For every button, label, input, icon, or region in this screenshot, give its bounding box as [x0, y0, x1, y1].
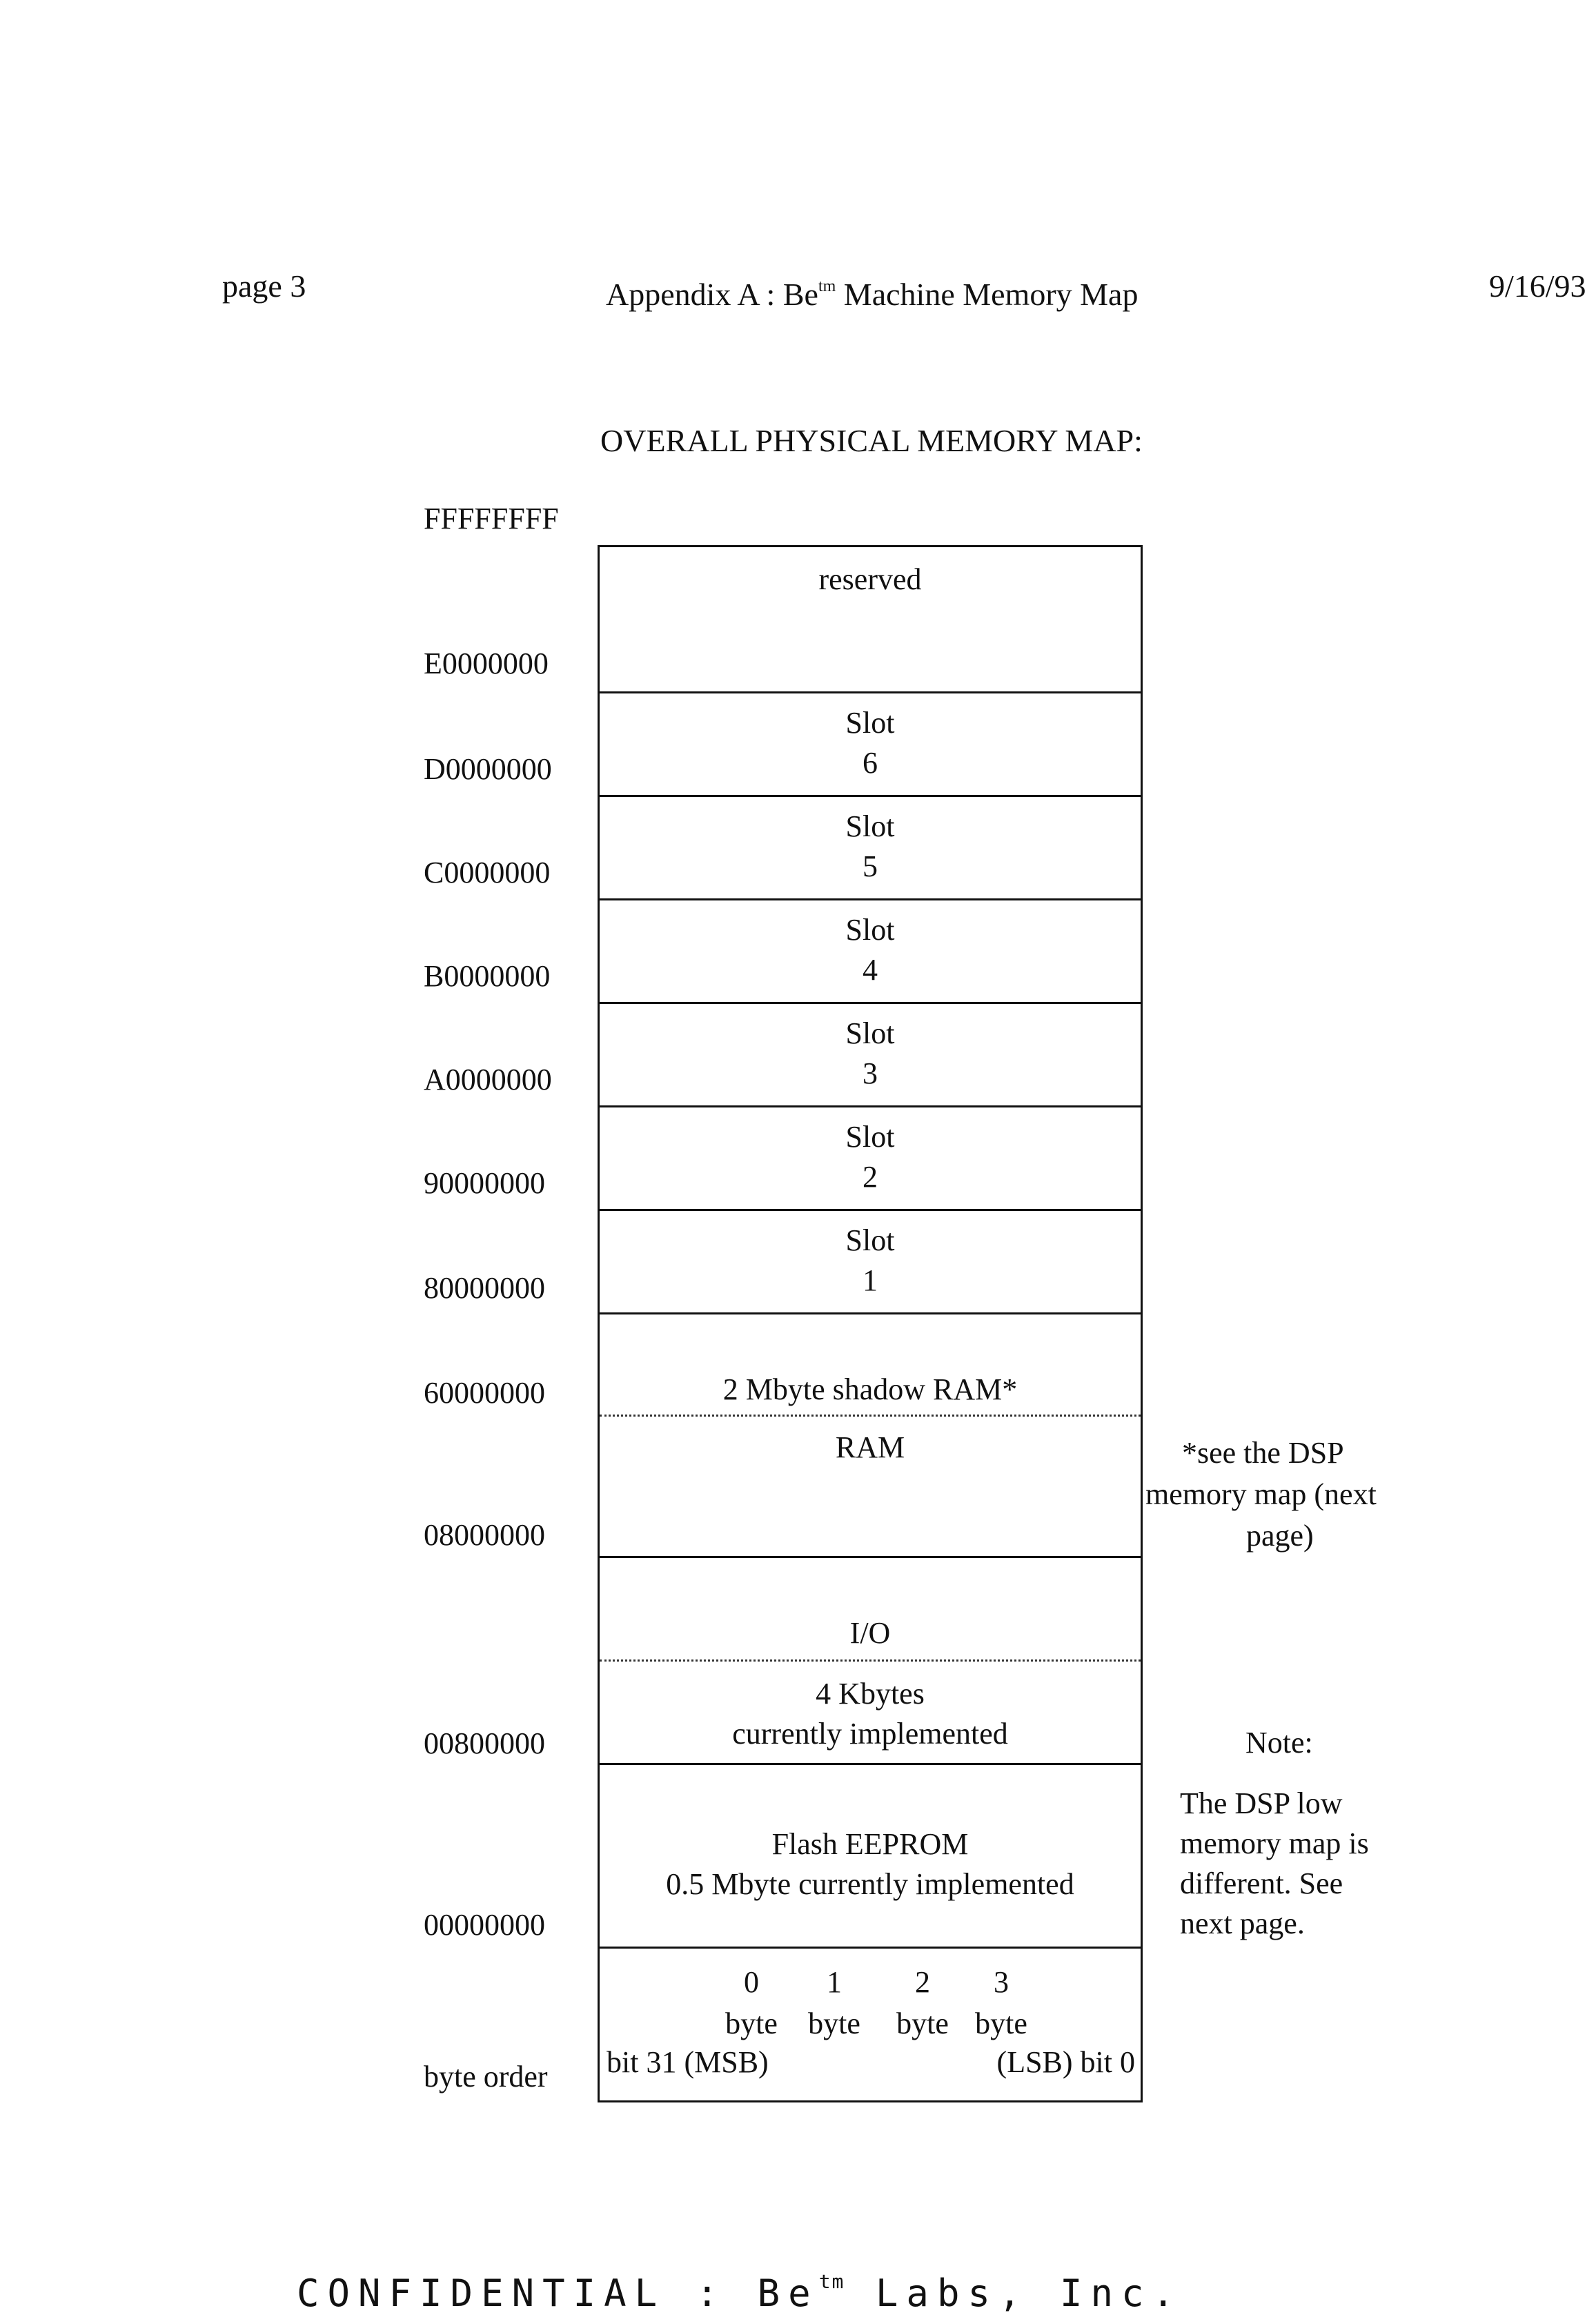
memory-map	[598, 545, 1143, 2102]
region-slot-6-label: Slot	[845, 706, 895, 740]
region-flash-size: 0.5 Mbyte currently implemented	[666, 1867, 1074, 1901]
address-60000000: 60000000	[424, 1376, 545, 1410]
region-slot-2-number: 2	[863, 1160, 878, 1194]
confidential-footer	[297, 2270, 1183, 2315]
region-io-implemented	[600, 1659, 1141, 1764]
region-ram-label: RAM	[835, 1430, 905, 1464]
region-ram	[600, 1415, 1141, 1557]
region-reserved-label: reserved	[818, 562, 922, 596]
region-slot-3	[600, 1002, 1141, 1106]
note-heading: Note:	[1245, 1726, 1313, 1760]
page-number: page 3	[222, 268, 306, 304]
region-slot-3-number: 3	[863, 1056, 878, 1090]
byte-number-3: 3	[994, 1965, 1009, 1999]
address-00000000: 00000000	[424, 1908, 545, 1942]
address-80000000: 80000000	[424, 1271, 545, 1305]
region-slot-4-label: Slot	[845, 913, 895, 947]
region-io-size: 4 Kbytes	[816, 1677, 925, 1711]
region-slot-1	[600, 1209, 1141, 1313]
region-slot-6-number: 6	[863, 746, 878, 780]
address-00800000: 00800000	[424, 1726, 545, 1760]
byte-order-grid	[600, 1949, 1141, 2102]
region-slot-5-number: 5	[863, 849, 878, 883]
region-slot-4-number: 4	[863, 953, 878, 987]
region-flash-eeprom	[600, 1763, 1141, 1948]
byte-label-2: byte	[896, 2007, 949, 2040]
region-flash-label: Flash EEPROM	[771, 1827, 969, 1861]
byte-lsb-label: (LSB) bit 0	[996, 2045, 1135, 2079]
region-slot-4	[600, 898, 1141, 1003]
byte-label-1: byte	[808, 2007, 860, 2040]
header-title-post: Machine Memory Map	[836, 277, 1139, 312]
region-shadow-ram	[600, 1312, 1141, 1416]
note-line-1: The DSP low	[1180, 1786, 1343, 1820]
dsp-note-line-1: *see the DSP	[1182, 1436, 1344, 1470]
region-slot-1-label: Slot	[845, 1223, 895, 1257]
region-reserved	[600, 547, 1141, 693]
footer-pre: CONFIDENTIAL : Be	[297, 2272, 819, 2315]
address-c0000000: C0000000	[424, 856, 551, 889]
address-90000000: 90000000	[424, 1166, 545, 1200]
byte-msb-label: bit 31 (MSB)	[607, 2045, 769, 2079]
note-line-2: memory map is	[1180, 1826, 1369, 1860]
header-title-pre: Appendix A : Be	[606, 277, 818, 312]
byte-number-2: 2	[915, 1965, 930, 1999]
address-b0000000: B0000000	[424, 959, 551, 993]
region-slot-1-number: 1	[863, 1263, 878, 1297]
address-08000000: 08000000	[424, 1518, 545, 1552]
region-slot-5	[600, 795, 1141, 899]
region-slot-2-label: Slot	[845, 1120, 895, 1154]
region-slot-6	[600, 691, 1141, 796]
byte-label-3: byte	[975, 2007, 1027, 2040]
page-header-title	[606, 266, 1138, 315]
region-io-note: currently implemented	[732, 1717, 1008, 1751]
region-io	[600, 1556, 1141, 1661]
map-title: OVERALL PHYSICAL MEMORY MAP:	[600, 423, 1143, 458]
footer-post: Labs, Inc.	[845, 2272, 1183, 2315]
address-byte-order: byte order	[424, 2060, 548, 2094]
byte-label-0: byte	[725, 2007, 778, 2040]
header-trademark: tm	[818, 277, 836, 295]
address-top: FFFFFFFF	[424, 502, 559, 535]
region-slot-3-label: Slot	[845, 1016, 895, 1050]
address-a0000000: A0000000	[424, 1063, 552, 1096]
region-io-label: I/O	[849, 1616, 891, 1650]
footer-trademark: tm	[818, 2270, 845, 2293]
region-shadow-ram-label: 2 Mbyte shadow RAM*	[722, 1372, 1018, 1406]
page-date: 9/16/93	[1489, 268, 1586, 304]
dsp-note-line-3: page)	[1246, 1519, 1314, 1553]
byte-order-row	[600, 1947, 1141, 2102]
byte-number-0: 0	[744, 1965, 759, 1999]
region-slot-5-label: Slot	[845, 809, 895, 843]
byte-number-1: 1	[827, 1965, 842, 1999]
region-slot-2	[600, 1105, 1141, 1210]
address-e0000000: E0000000	[424, 647, 549, 680]
note-line-4: next page.	[1180, 1907, 1305, 1940]
dsp-note-line-2: memory map (next	[1145, 1477, 1377, 1511]
address-d0000000: D0000000	[424, 752, 552, 786]
note-line-3: different. See	[1180, 1866, 1343, 1900]
